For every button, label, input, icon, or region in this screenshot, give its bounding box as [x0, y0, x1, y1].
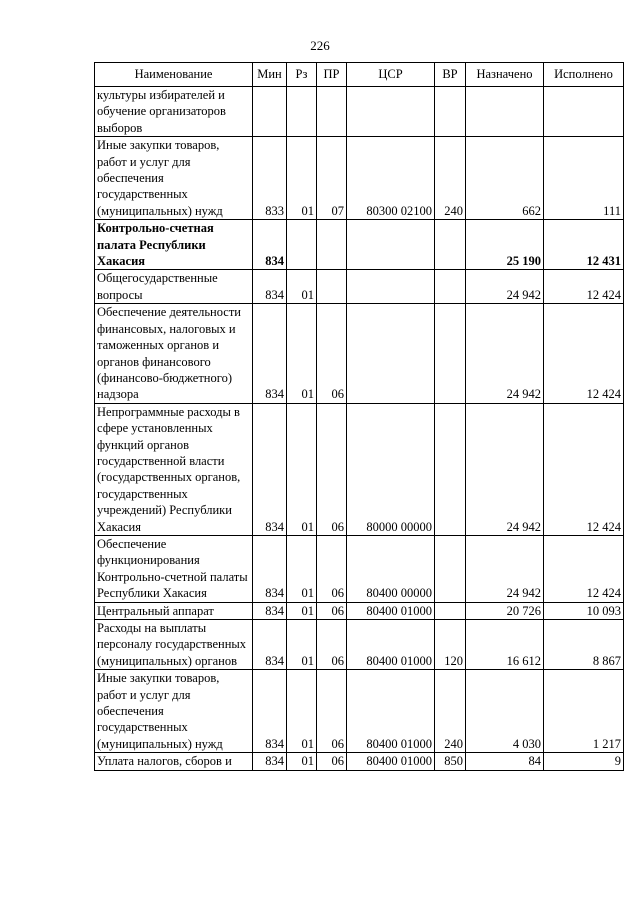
cell-vr — [435, 535, 466, 602]
cell-nazn: 25 190 — [466, 220, 544, 270]
table-row — [95, 670, 624, 753]
cell-name: Обеспечение функционирования Контрольно-счетной палаты Республики Хакасия — [95, 535, 253, 602]
cell-name: Расходы на выплаты персоналу государственных (муниципальных) органов — [95, 620, 253, 670]
cell-vr: 240 — [435, 137, 466, 220]
table-row — [95, 620, 624, 670]
cell-pr: 06 — [317, 602, 347, 619]
cell-vr: 850 — [435, 753, 466, 770]
cell-vr — [435, 602, 466, 619]
table-row — [95, 87, 624, 137]
table-row — [95, 137, 624, 220]
cell-pr: 06 — [317, 535, 347, 602]
cell-rz: 01 — [287, 535, 317, 602]
table-row — [95, 304, 624, 403]
page-number: 226 — [310, 38, 330, 53]
cell-isp: 12 424 — [544, 535, 624, 602]
cell-min: 834 — [253, 670, 287, 753]
cell-nazn: 24 942 — [466, 304, 544, 403]
cell-pr: 06 — [317, 670, 347, 753]
cell-csr: 80400 00000 — [347, 535, 435, 602]
cell-rz: 01 — [287, 620, 317, 670]
cell-csr — [347, 270, 435, 304]
cell-min — [253, 87, 287, 137]
cell-min: 834 — [253, 304, 287, 403]
budget-table — [94, 62, 624, 771]
table-header-row — [95, 63, 624, 87]
cell-min: 834 — [253, 535, 287, 602]
cell-isp: 1 217 — [544, 670, 624, 753]
cell-rz: 01 — [287, 670, 317, 753]
header-isp: Исполнено — [544, 63, 624, 87]
table-row — [95, 602, 624, 619]
header-vr: ВР — [435, 63, 466, 87]
cell-nazn: 24 942 — [466, 535, 544, 602]
cell-vr — [435, 403, 466, 535]
cell-min: 834 — [253, 270, 287, 304]
cell-name: Центральный аппарат — [95, 602, 253, 619]
cell-rz: 01 — [287, 403, 317, 535]
cell-isp: 9 — [544, 753, 624, 770]
header-name: Наименование — [95, 63, 253, 87]
cell-nazn — [466, 87, 544, 137]
table-row — [95, 753, 624, 770]
cell-vr — [435, 270, 466, 304]
cell-pr — [317, 87, 347, 137]
table-row — [95, 535, 624, 602]
cell-nazn: 84 — [466, 753, 544, 770]
cell-vr — [435, 220, 466, 270]
cell-nazn: 4 030 — [466, 670, 544, 753]
cell-nazn: 662 — [466, 137, 544, 220]
cell-rz: 01 — [287, 270, 317, 304]
cell-csr — [347, 87, 435, 137]
cell-isp: 111 — [544, 137, 624, 220]
cell-vr: 240 — [435, 670, 466, 753]
cell-csr: 80000 00000 — [347, 403, 435, 535]
cell-pr — [317, 270, 347, 304]
header-rz: Рз — [287, 63, 317, 87]
cell-nazn: 16 612 — [466, 620, 544, 670]
cell-rz: 01 — [287, 602, 317, 619]
cell-pr: 06 — [317, 403, 347, 535]
cell-isp: 8 867 — [544, 620, 624, 670]
cell-csr: 80400 01000 — [347, 620, 435, 670]
cell-nazn: 24 942 — [466, 270, 544, 304]
cell-pr: 06 — [317, 620, 347, 670]
cell-rz: 01 — [287, 304, 317, 403]
cell-name: Уплата налогов, сборов и — [95, 753, 253, 770]
cell-pr: 06 — [317, 753, 347, 770]
cell-isp: 12 424 — [544, 270, 624, 304]
cell-pr — [317, 220, 347, 270]
cell-csr: 80300 02100 — [347, 137, 435, 220]
cell-rz: 01 — [287, 137, 317, 220]
cell-min: 834 — [253, 753, 287, 770]
cell-name: Обеспечение деятельности финансовых, налоговых и таможенных органов и органов финансового (финансово-бюджетного) надзора — [95, 304, 253, 403]
cell-rz: 01 — [287, 753, 317, 770]
cell-min: 834 — [253, 403, 287, 535]
cell-min: 834 — [253, 220, 287, 270]
cell-name: Иные закупки товаров, работ и услуг для обеспечения государственных (муниципальных) нужд — [95, 137, 253, 220]
header-nazn: Назначено — [466, 63, 544, 87]
table-row — [95, 220, 624, 270]
table-row — [95, 270, 624, 304]
cell-csr: 80400 01000 — [347, 753, 435, 770]
cell-min: 834 — [253, 620, 287, 670]
cell-name: Общегосударственные вопросы — [95, 270, 253, 304]
cell-min: 833 — [253, 137, 287, 220]
cell-csr — [347, 220, 435, 270]
cell-rz — [287, 87, 317, 137]
cell-nazn: 24 942 — [466, 403, 544, 535]
cell-isp: 12 431 — [544, 220, 624, 270]
table-body — [95, 87, 624, 771]
cell-rz — [287, 220, 317, 270]
cell-isp: 12 424 — [544, 304, 624, 403]
cell-name: Иные закупки товаров, работ и услуг для обеспечения государственных (муниципальных) нужд — [95, 670, 253, 753]
cell-isp: 10 093 — [544, 602, 624, 619]
cell-csr — [347, 304, 435, 403]
cell-csr: 80400 01000 — [347, 602, 435, 619]
cell-csr: 80400 01000 — [347, 670, 435, 753]
cell-pr: 06 — [317, 304, 347, 403]
cell-min: 834 — [253, 602, 287, 619]
cell-isp: 12 424 — [544, 403, 624, 535]
header-csr: ЦСР — [347, 63, 435, 87]
cell-isp — [544, 87, 624, 137]
cell-name: Контрольно-счетная палата Республики Хакасия — [95, 220, 253, 270]
cell-name: культуры избирателей и обучение организаторов выборов — [95, 87, 253, 137]
cell-nazn: 20 726 — [466, 602, 544, 619]
header-pr: ПР — [317, 63, 347, 87]
cell-vr — [435, 87, 466, 137]
cell-name: Непрограммные расходы в сфере установленных функций органов государственной власти (государственных органов, государственных учреждений) Республики Хакасия — [95, 403, 253, 535]
header-min: Мин — [253, 63, 287, 87]
table-row — [95, 403, 624, 535]
cell-vr — [435, 304, 466, 403]
cell-vr: 120 — [435, 620, 466, 670]
cell-pr: 07 — [317, 137, 347, 220]
